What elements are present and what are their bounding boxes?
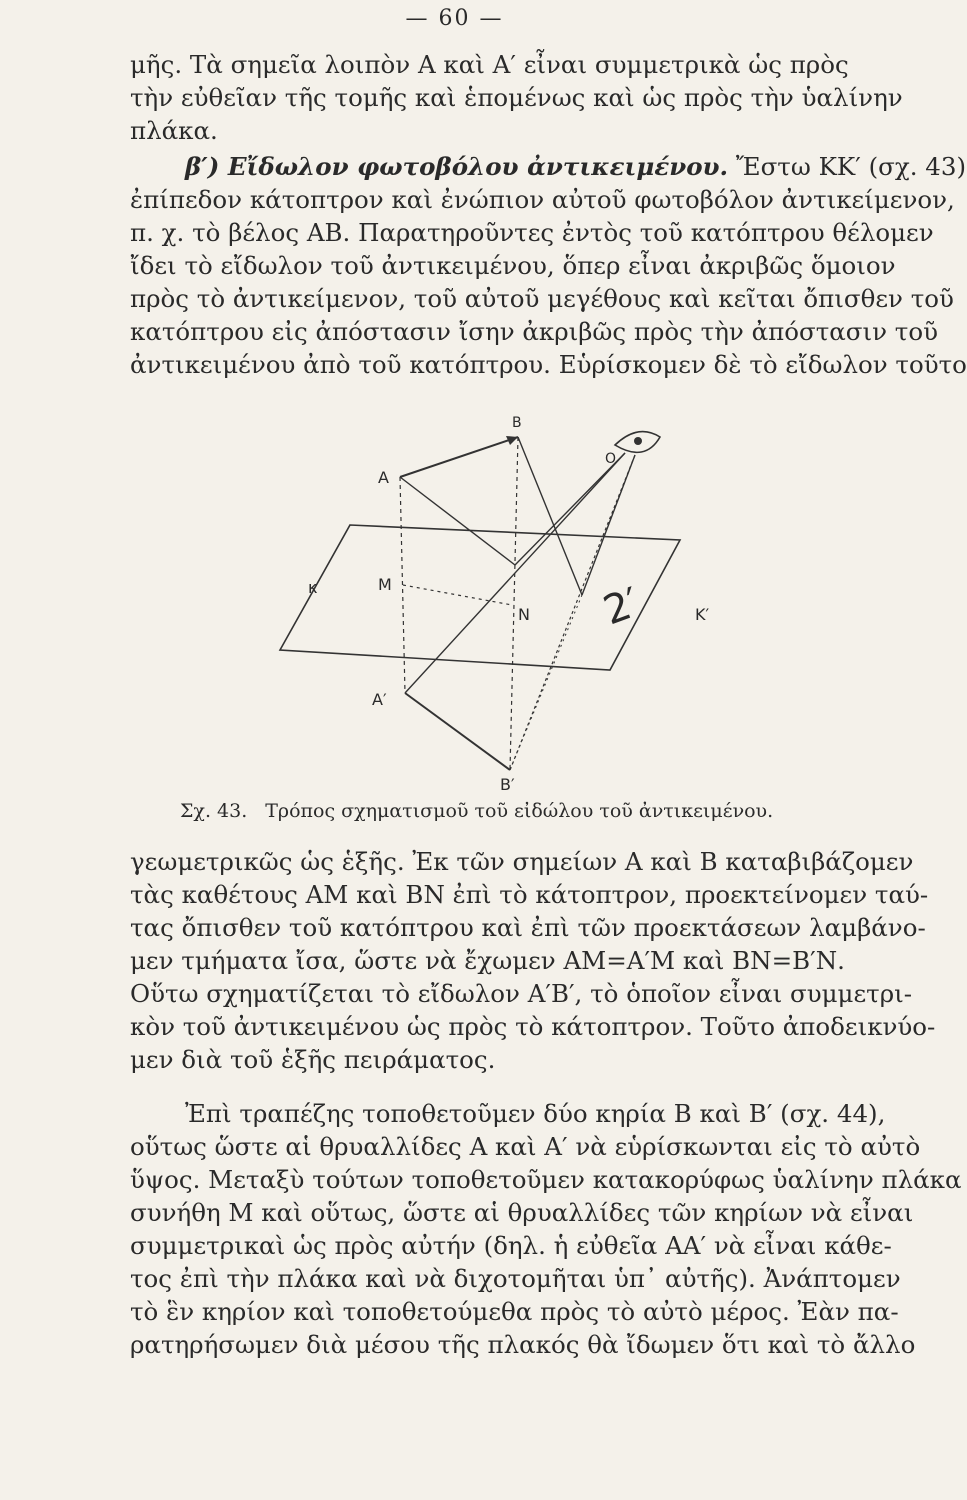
label-b-prime: B′ bbox=[500, 775, 515, 794]
paragraph-3 bbox=[130, 845, 936, 1076]
label-a-prime: A′ bbox=[372, 690, 387, 709]
text-line: τὴν εὐθεῖαν τῆς τομῆς καὶ ἑπομένως καὶ ὡς πρὸς τὴν ὑαλίνην bbox=[130, 83, 903, 112]
ray-a-to-mirror bbox=[400, 477, 515, 565]
text-line: συνήθη Μ καὶ οὕτως, ὥστε αἱ θρυαλλίδες τῶν κηρίων νὰ εἶναι bbox=[130, 1198, 914, 1227]
text-line: π. χ. τὸ βέλος ΑΒ. Παρατηροῦντες ἐντὸς τοῦ κατόπτρου θέλομεν bbox=[130, 218, 934, 247]
text-line: μεν διὰ τοῦ ἑξῆς πειράματος. bbox=[130, 1045, 496, 1074]
label-a: A bbox=[378, 468, 389, 487]
text-line: τος ἐπὶ τὴν πλάκα καὶ νὰ διχοτομῆται ὑπ᾽ αὐτῆς). Ἀνάπτομεν bbox=[130, 1264, 901, 1293]
section-heading: β′) Εἴδωλον φωτοβόλου ἀντικειμένου. bbox=[185, 152, 729, 181]
text-line: τὸ ἓν κηρίον καὶ τοποθετούμεθα πρὸς τὸ αὐτὸ μέρος. Ἐὰν πα- bbox=[130, 1297, 899, 1326]
text-line: μεν τμήματα ἴσα, ὥστε νὰ ἔχωμεν ΑΜ=Α′Μ καὶ ΒΝ=Β′Ν. bbox=[130, 946, 845, 975]
page-number: — 60 — bbox=[405, 6, 504, 31]
caption-number: Σχ. 43. bbox=[180, 800, 248, 822]
label-m: M bbox=[378, 575, 392, 594]
text-line: ὕψος. Μεταξὺ τούτων τοποθετοῦμεν κατακορύφως ὑαλίνην πλάκα bbox=[130, 1165, 962, 1194]
ray-mirror-to-eye-2 bbox=[582, 455, 635, 595]
label-b: Β bbox=[512, 415, 522, 431]
image-arrow-a-prime-b-prime bbox=[405, 693, 510, 770]
text-line: ἀντικειμένου ἀπὸ τοῦ κατόπτρου. Εὑρίσκομεν δὲ τὸ εἴδωλον τοῦτο bbox=[130, 350, 967, 379]
text-line: τας ὄπισθεν τοῦ κατόπτρου καὶ ἐπὶ τῶν προεκτάσεων λαμβάνο- bbox=[130, 913, 926, 942]
text-line: μῆς. Τὰ σημεῖα λοιπὸν Α καὶ Α′ εἶναι συμμετρικὰ ὡς πρὸς bbox=[130, 50, 849, 79]
perpendicular-bn bbox=[510, 437, 518, 770]
figure-caption bbox=[180, 800, 900, 822]
text-line: Οὕτω σχηματίζεται τὸ εἴδωλον Α′Β′, τὸ ὁποῖον εἶναι συμμετρι- bbox=[130, 979, 912, 1008]
mirror-reflection-diagram bbox=[260, 415, 730, 795]
text-line: ρατηρήσωμεν διὰ μέσου τῆς πλακός θὰ ἴδωμεν ὅτι καὶ τὸ ἄλλο bbox=[130, 1330, 916, 1359]
text-line: ἐπίπεδον κάτοπτρον καὶ ἐνώπιον αὐτοῦ φωτοβόλον ἀντικείμενον, bbox=[130, 185, 955, 214]
caption-text: Τρόπος σχηματισμοῦ τοῦ εἰδώλου τοῦ ἀντικειμένου. bbox=[265, 800, 774, 822]
text-line: ἴδει τὸ εἴδωλον τοῦ ἀντικειμένου, ὅπερ εἶναι ἀκριβῶς ὅμοιον bbox=[130, 251, 896, 280]
paragraph-4 bbox=[130, 1097, 962, 1361]
figure-43-diagram bbox=[260, 415, 730, 795]
ray-b-to-mirror bbox=[518, 437, 582, 595]
text-line: Ἐπὶ τραπέζης τοποθετοῦμεν δύο κηρία Β καὶ Β′ (σχ. 44), bbox=[185, 1099, 886, 1128]
text-line: συμμετρικαὶ ὡς πρὸς αὐτήν (δηλ. ἡ εὐθεῖα ΑΑ′ νὰ εἶναι κάθε- bbox=[130, 1231, 892, 1260]
pencil-annotation: 2′ bbox=[597, 579, 646, 635]
object-arrow-ab bbox=[400, 437, 518, 477]
text-line: οὕτως ὥστε αἱ θρυαλλίδες Α καὶ Α′ νὰ εὑρίσκωνται εἰς τὸ αὐτὸ bbox=[130, 1132, 921, 1161]
text-line: πλάκα. bbox=[130, 116, 218, 145]
section-heading-line bbox=[130, 150, 967, 183]
paragraph-2 bbox=[130, 150, 967, 381]
text-line: τὰς καθέτους ΑΜ καὶ ΒΝ ἐπὶ τὸ κάτοπτρον, προεκτείνομεν ταύ- bbox=[130, 880, 929, 909]
paragraph-1 bbox=[130, 48, 903, 147]
sight-line-to-a-prime bbox=[405, 453, 625, 693]
label-n: N bbox=[518, 605, 530, 624]
eye-pupil bbox=[634, 437, 642, 445]
text-line: κατόπτρου εἰς ἀπόστασιν ἴσην ἀκριβῶς πρὸς τὴν ἀπόστασιν τοῦ bbox=[130, 317, 939, 346]
label-k-right: K′ bbox=[695, 605, 710, 624]
text-line: πρὸς τὸ ἀντικείμενον, τοῦ αὐτοῦ μεγέθους καὶ κεῖται ὄπισθεν τοῦ bbox=[130, 284, 954, 313]
heading-line-rest: Ἔστω ΚΚ′ (σχ. 43) bbox=[728, 152, 967, 181]
text-line: γεωμετρικῶς ὡς ἑξῆς. Ἐκ τῶν σημείων Α καὶ Β καταβιβάζομεν bbox=[130, 847, 914, 876]
label-k-left: κ bbox=[308, 578, 318, 597]
text-line: κὸν τοῦ ἀντικειμένου ὡς πρὸς τὸ κάτοπτρον. Τοῦτο ἀποδεικνύο- bbox=[130, 1012, 936, 1041]
label-o: O bbox=[605, 451, 617, 467]
